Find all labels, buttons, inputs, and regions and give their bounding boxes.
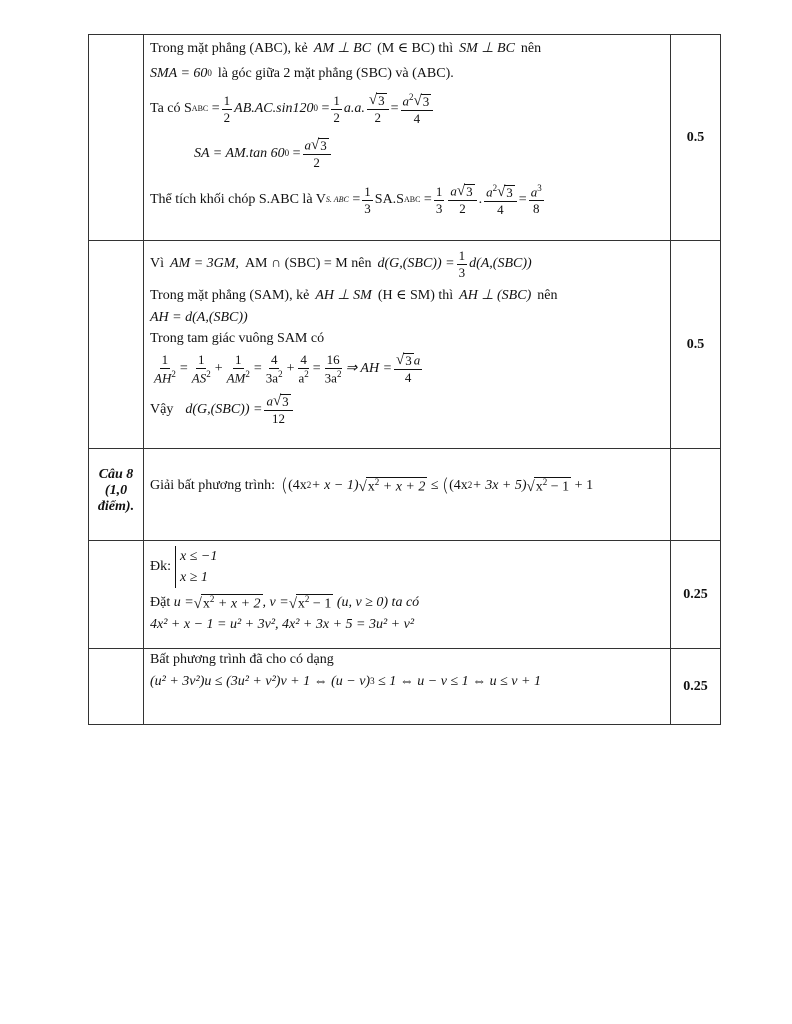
score-cell: [671, 541, 721, 649]
problem-cell: Giải bất phương trình: ( (4x 2 + x − 1) √ $x^2 + x + 2$ ≤ ( (4x 2 + 3x + 5) √ $x^2 - 1$ + 1: [144, 449, 671, 541]
score: 0.5: [686, 336, 705, 352]
fraction: $\frac{1}{AS^2}$: [191, 352, 211, 386]
radical: √ $x^2 - 1$: [526, 476, 570, 496]
question-cell: [89, 35, 144, 241]
text: nên: [520, 41, 542, 57]
table-row: [89, 649, 721, 725]
radical: √ $x^2 + x + 2$: [358, 476, 426, 496]
text: Trong mặt phẳng (ABC), kẻ: [150, 41, 308, 57]
fraction: $\frac{16}{3a^2}$: [324, 352, 342, 386]
condition-system: x ≤ −1 x ≥ 1: [175, 546, 217, 588]
table-row: [89, 541, 721, 649]
subscript: ABC: [191, 104, 209, 113]
fraction: $\frac{1}{2}$: [223, 92, 231, 125]
math: d(G,(SBC)) =: [185, 402, 263, 418]
table-row: [89, 449, 721, 541]
question-label: Câu 8 (1,0 điểm).: [97, 467, 135, 515]
text: Giải bất phương trình:: [150, 478, 276, 494]
solution-cell: Bất phương trình đã cho có dạng (u² + 3v²)u ≤ (3u² + v²)v + 1 ⇔ (u − v) 3 ≤ 1 ⇔ u − v ≤ 1 ⇔ u ≤ v + 1: [144, 649, 671, 725]
score-cell: [671, 241, 721, 449]
fraction: $a^2$ √ 3 4: [401, 93, 434, 126]
fraction: √ 3 a 4: [396, 352, 421, 386]
fraction: a √ 3 12: [264, 394, 292, 426]
table-row: [89, 241, 721, 449]
text: (M ∈ BC) thì: [377, 41, 454, 57]
math: d(G,(SBC)) =: [377, 256, 455, 272]
fraction: a √ 3 2: [448, 184, 476, 216]
math: 4x² + x − 1 = u² + 3v², 4x² + 3x + 5 = 3u² + v²: [150, 617, 415, 633]
fraction: $\frac{a^3}{8}$: [530, 183, 542, 217]
fraction: $\frac{1}{AM^2}$: [226, 352, 250, 386]
math: (u² + 3v²)u ≤ (3u² + v²)v + 1 ⇔ (u − v): [150, 674, 371, 690]
score-cell: [671, 35, 721, 241]
text: AM ∩ (SBC) = M nên: [244, 256, 372, 272]
text: Bất phương trình đã cho có dạng: [150, 652, 334, 668]
text: Trong mặt phẳng (SAM), kẻ: [150, 288, 310, 304]
text: Ta có S: [150, 101, 192, 117]
question-cell: [89, 541, 144, 649]
degree: 0: [207, 68, 212, 79]
fraction: $\frac{1}{3}$: [364, 183, 371, 216]
text: Thể tích khối chóp S.ABC là V: [150, 192, 326, 208]
fraction: $\frac{1}{AH^2}$: [154, 352, 176, 386]
text: SA.S: [374, 192, 404, 208]
radical: √ $x^2 - 1$: [288, 593, 332, 613]
question-cell: [89, 449, 144, 541]
text: là góc giữa 2 mặt phẳng (SBC) và (ABC).: [217, 66, 454, 82]
solution-cell: Đk: x ≤ −1 x ≥ 1 Đặt u = √ $x^2 + x + 2$ , v = √ $x^2 - 1$ (u, v ≥ 0) ta có 4x² + x − 1 = u² + 3v², 4x² + 3x + 5 = 3u² + v²: [144, 541, 671, 649]
math: AM = 3GM,: [170, 256, 239, 272]
fraction: $\frac{1}{3}$: [435, 183, 443, 216]
math: ≤ 1 ⇔ u − v ≤ 1 ⇔ u ≤ v + 1: [378, 674, 541, 690]
fraction: $\frac{4}{3a^2}$: [265, 352, 283, 386]
fraction: $a^2$ √ 3 4: [484, 184, 517, 217]
table-row: [89, 35, 721, 241]
fraction: $\frac{4}{a^2}$: [298, 352, 309, 386]
score: 0.5: [686, 129, 705, 145]
text: (H ∈ SM) thì: [377, 288, 454, 304]
math: d(A,(SBC)): [469, 256, 532, 272]
question-cell: [89, 649, 144, 725]
math: AH = d(A,(SBC)): [150, 310, 248, 326]
math: AM ⊥ BC: [313, 41, 372, 57]
question-cell: [89, 241, 144, 449]
score-cell: [671, 649, 721, 725]
angle-expression: SMA = 60: [150, 66, 208, 82]
score: 0.25: [683, 586, 708, 602]
fraction: a √ 3 2: [303, 138, 331, 170]
text: Trong tam giác vuông SAM có: [150, 331, 325, 347]
fraction: $\frac{1}{3}$: [458, 247, 466, 280]
math: AH ⊥ SM: [315, 288, 372, 304]
solution-table: [88, 34, 721, 725]
subscript: S. ABC: [325, 195, 349, 204]
solution-cell: Vì AM = 3GM, AM ∩ (SBC) = M nên d(G,(SBC)) = $\frac{1}{3}$ d(A,(SBC)) Trong mặt phẳng (SAM), kẻ AH ⊥ SM (H ∈ SM) thì AH ⊥ (SBC) nên AH = d(A,(SBC)) Trong tam giác vuông SAM có $\frac{1}{AH^2}$ = $\frac{1}{AS^2}$ + $\frac{1}{AM^2}$ = $\frac{4}{3a^2}$ + $\frac{4}{a^2}$ = $\frac{16}{3a^2}$ ⇒ AH = √ 3 a 4 Vậy d(G,(SBC)) = a √ 3 12: [144, 241, 671, 449]
math: AH ⊥ (SBC): [459, 288, 532, 304]
math: SA = AM.tan 60: [194, 146, 285, 162]
math: SM ⊥ BC: [459, 41, 515, 57]
text: Đk:: [150, 559, 171, 575]
math: a.a.: [343, 101, 365, 117]
math: ⇒ AH =: [345, 361, 393, 377]
fraction: √ 3 2: [367, 93, 389, 125]
text: nên: [537, 288, 558, 304]
score-cell: [671, 449, 721, 541]
text: Đặt: [150, 595, 171, 611]
text: Vậy: [150, 402, 174, 418]
math: AB.AC.sin120: [234, 101, 314, 117]
solution-cell: Trong mặt phẳng (ABC), kẻ AM ⊥ BC (M ∈ BC) thì SM ⊥ BC nên SMA = 60 0 là góc giữa 2 mặt phẳng (SBC) và (ABC). Ta có S ABC = $\frac{1}{2}$ AB.AC.sin120 0 = $\frac{1}{2}$ a.a. √ 3 2 = $a^2$ √ 3 4 SA = AM.tan 60 0 = a √ 3 2 Thể tích khối chóp S.ABC là V S. ABC = $\frac{1}{3}$ SA.S ABC = $\frac{1}{3}$ a √ 3 2 . $a^2$ √ 3 4 = $\frac{a^3}{8}$: [144, 35, 671, 241]
fraction: $\frac{1}{2}$: [333, 92, 340, 125]
score: 0.25: [683, 678, 708, 694]
radical: √ $x^2 + x + 2$: [193, 593, 261, 613]
